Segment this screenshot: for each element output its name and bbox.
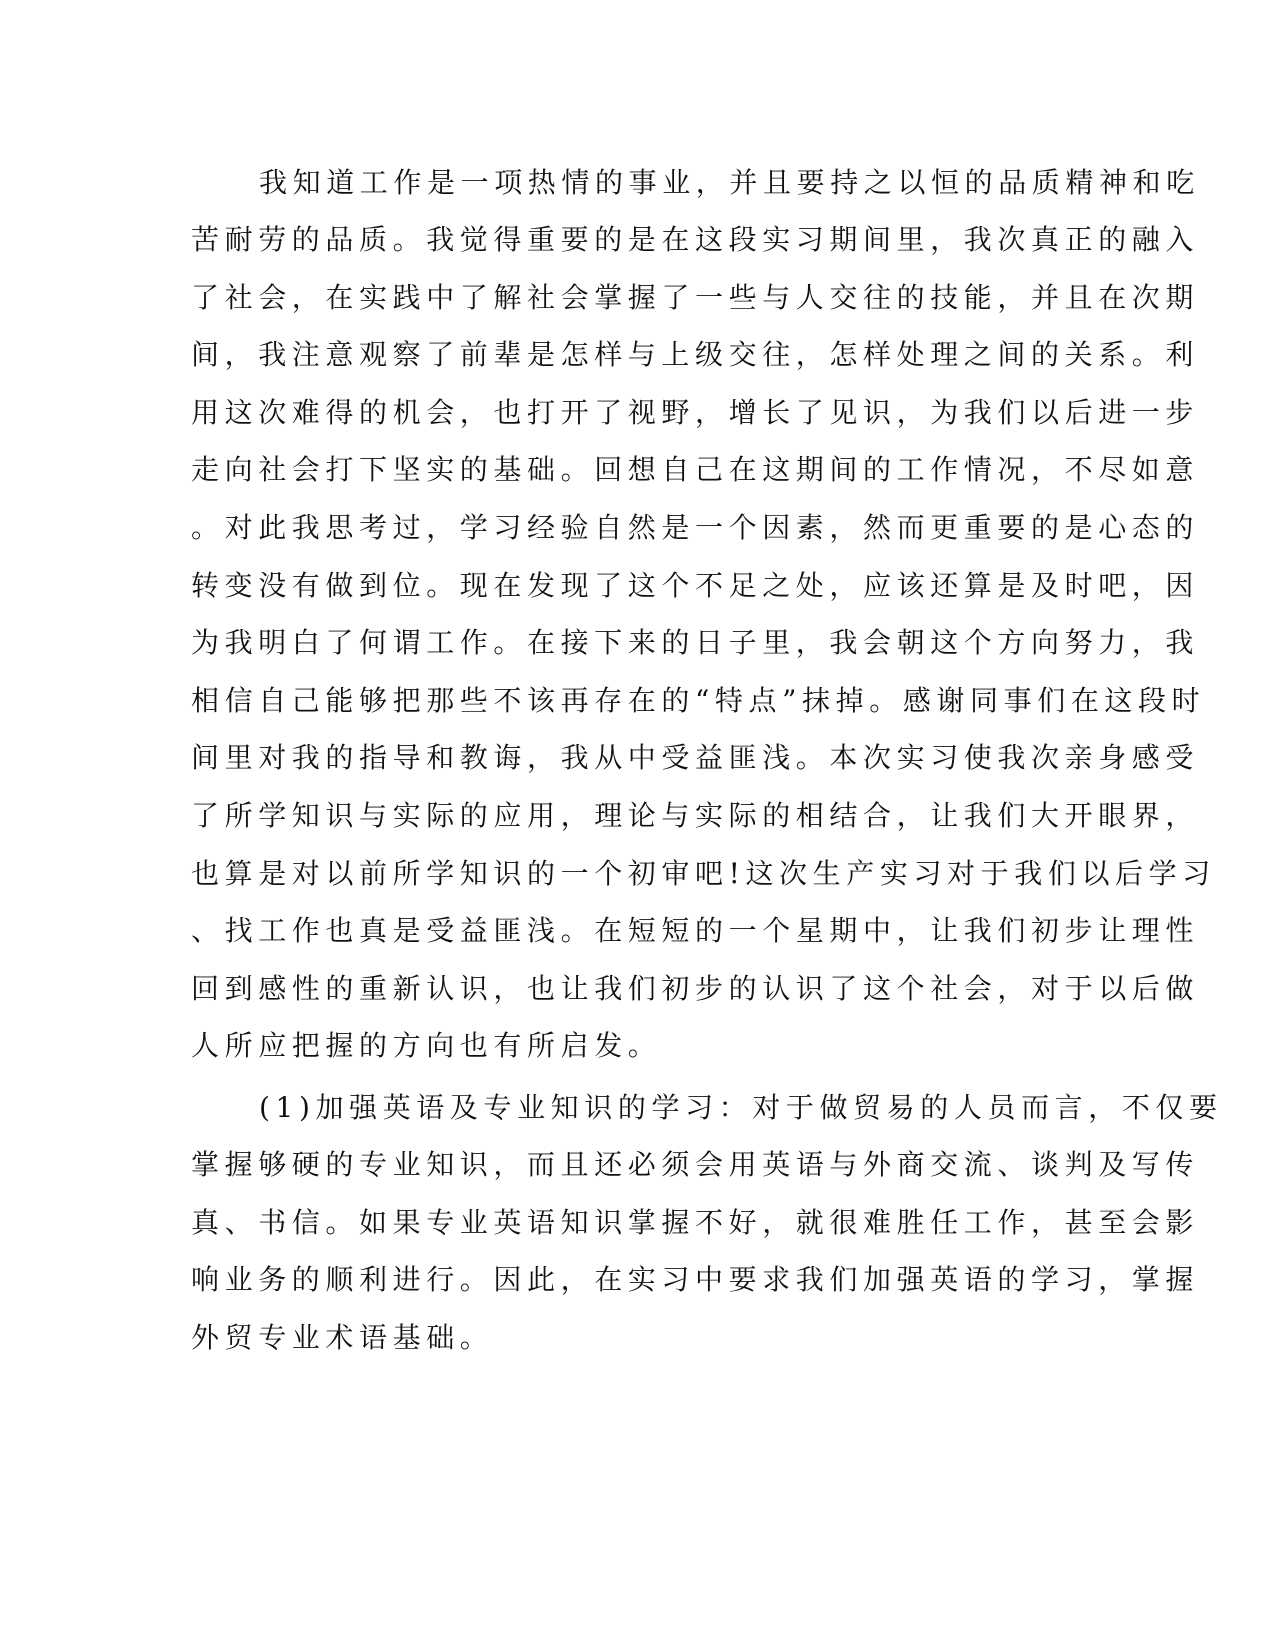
paragraph-2-line-1: (1)加强英语及专业知识的学习：对于做贸易的人员而言，不仅要 <box>259 1091 1223 1124</box>
paragraph-1-line-13: 也算是对以前所学知识的一个初审吧!这次生产实习对于我们以后学习 <box>191 857 1216 890</box>
paragraph-1-line-9: 为我明白了何谓工作。在接下来的日子里，我会朝这个方向努力，我 <box>191 626 1200 659</box>
paragraph-1-line-11: 间里对我的指导和教诲，我从中受益匪浅。本次实习使我次亲身感受 <box>191 741 1200 774</box>
paragraph-2-line-4: 响业务的顺利进行。因此，在实习中要求我们加强英语的学习，掌握 <box>191 1263 1200 1296</box>
paragraph-1-line-4: 间，我注意观察了前辈是怎样与上级交往，怎样处理之间的关系。利 <box>191 338 1200 371</box>
paragraph-1-line-14: 、找工作也真是受益匪浅。在短短的一个星期中，让我们初步让理性 <box>191 914 1200 947</box>
paragraph-2-line-2: 掌握够硬的专业知识，而且还必须会用英语与外商交流、谈判及写传 <box>191 1148 1200 1181</box>
paragraph-1-line-1: 我知道工作是一项热情的事业，并且要持之以恒的品质精神和吃 <box>259 166 1200 199</box>
paragraph-1-line-6: 走向社会打下坚实的基础。回想自己在这期间的工作情况，不尽如意 <box>191 453 1200 486</box>
paragraph-1-line-7: 。对此我思考过，学习经验自然是一个因素，然而更重要的是心态的 <box>191 511 1200 544</box>
paragraph-1-line-12: 了所学知识与实际的应用，理论与实际的相结合，让我们大开眼界， <box>191 799 1200 832</box>
paragraph-1-line-5: 用这次难得的机会，也打开了视野，增长了见识，为我们以后进一步 <box>191 396 1200 429</box>
paragraph-1-line-8: 转变没有做到位。现在发现了这个不足之处，应该还算是及时吧，因 <box>191 569 1200 602</box>
paragraph-2-line-5: 外贸专业术语基础。 <box>191 1321 494 1354</box>
paragraph-1-line-2: 苦耐劳的品质。我觉得重要的是在这段实习期间里，我次真正的融入 <box>191 223 1200 256</box>
paragraph-1-line-10: 相信自己能够把那些不该再存在的“特点”抹掉。感谢同事们在这段时 <box>191 684 1206 717</box>
paragraph-1-line-15: 回到感性的重新认识，也让我们初步的认识了这个社会，对于以后做 <box>191 972 1200 1005</box>
paragraph-1-line-3: 了社会，在实践中了解社会掌握了一些与人交往的技能，并且在次期 <box>191 281 1200 314</box>
paragraph-2-line-3: 真、书信。如果专业英语知识掌握不好，就很难胜任工作，甚至会影 <box>191 1206 1200 1239</box>
paragraph-1-line-16: 人所应把握的方向也有所启发。 <box>191 1029 662 1062</box>
